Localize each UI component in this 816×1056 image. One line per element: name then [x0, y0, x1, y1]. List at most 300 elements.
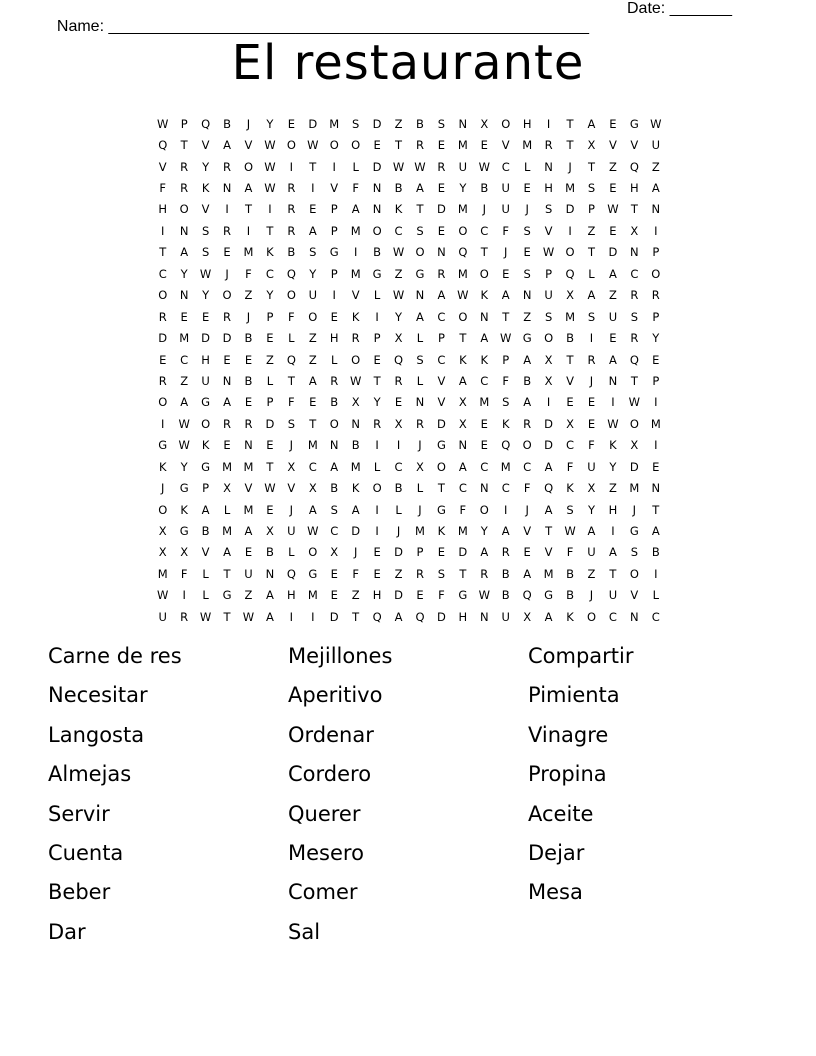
- grid-letter: K: [480, 288, 489, 303]
- grid-letter: G: [179, 481, 189, 496]
- grid-letter: F: [352, 566, 359, 581]
- grid-letter: G: [629, 116, 639, 131]
- grid-letter: O: [651, 266, 661, 281]
- grid-letter: N: [222, 181, 232, 196]
- grid-row: [152, 520, 668, 541]
- grid-letter: W: [542, 245, 555, 260]
- grid-letter: W: [264, 481, 276, 496]
- grid-letter: A: [308, 373, 317, 388]
- grid-letter: J: [246, 309, 251, 324]
- grid-letter: A: [651, 181, 660, 196]
- grid-letter: X: [308, 481, 317, 496]
- grid-letter: A: [223, 138, 231, 153]
- grid-letter: O: [351, 138, 361, 153]
- grid-letter: E: [244, 352, 253, 367]
- grid-letter: I: [375, 502, 379, 517]
- grid-letter: A: [587, 524, 596, 539]
- grid-letter: D: [629, 459, 639, 474]
- grid-letter: E: [373, 352, 381, 367]
- grid-letter: N: [630, 245, 639, 260]
- word-list-item: Pimienta: [528, 683, 620, 708]
- grid-letter: T: [652, 502, 660, 517]
- grid-letter: D: [351, 524, 361, 539]
- grid-letter: A: [351, 202, 360, 217]
- grid-letter: J: [289, 502, 294, 517]
- word-list-item: Beber: [48, 880, 111, 905]
- grid-letter: R: [415, 566, 424, 581]
- grid-letter: R: [330, 373, 339, 388]
- name-line: Name: ______________________________________________________: [56, 18, 589, 35]
- grid-letter: S: [309, 245, 317, 260]
- grid-letter: I: [289, 609, 294, 624]
- grid-letter: F: [288, 395, 295, 410]
- header: [48, 0, 748, 35]
- grid-letter: A: [265, 588, 274, 603]
- grid-letter: S: [566, 502, 574, 517]
- grid-letter: F: [245, 266, 252, 281]
- grid-letter: H: [458, 609, 468, 624]
- grid-letter: O: [372, 223, 382, 238]
- grid-letter: O: [415, 245, 425, 260]
- grid-letter: Y: [395, 309, 403, 324]
- grid-letter: R: [373, 416, 382, 431]
- grid-letter: M: [157, 566, 168, 581]
- grid-letter: R: [223, 416, 232, 431]
- grid-letter: W: [178, 416, 190, 431]
- grid-letter: W: [264, 138, 276, 153]
- grid-letter: T: [566, 116, 574, 131]
- grid-letter: T: [566, 352, 574, 367]
- grid-letter: C: [630, 266, 639, 281]
- grid-letter: E: [416, 588, 424, 603]
- grid-row: [152, 220, 668, 241]
- grid-letter: C: [501, 159, 510, 174]
- grid-letter: M: [457, 524, 468, 539]
- grid-letter: I: [546, 395, 551, 410]
- grid-row: [152, 413, 668, 434]
- word-list-item: Necesitar: [48, 683, 148, 708]
- grid-letter: J: [353, 545, 358, 560]
- grid-letter: R: [480, 566, 489, 581]
- grid-letter: M: [500, 459, 511, 474]
- grid-letter: A: [416, 309, 424, 324]
- grid-letter: K: [201, 438, 210, 453]
- word-list-item: Almejas: [48, 762, 132, 787]
- grid-row: [152, 177, 668, 198]
- grid-letter: Y: [480, 524, 488, 539]
- grid-letter: E: [180, 309, 188, 324]
- grid-letter: I: [504, 502, 508, 517]
- grid-letter: M: [629, 481, 640, 496]
- grid-letter: A: [180, 245, 189, 260]
- grid-letter: A: [180, 395, 189, 410]
- grid-letter: I: [589, 331, 594, 346]
- grid-letter: C: [394, 459, 403, 474]
- grid-letter: I: [161, 416, 165, 431]
- grid-letter: C: [394, 223, 403, 238]
- grid-letter: S: [544, 309, 553, 324]
- grid-letter: I: [375, 309, 379, 324]
- grid-letter: B: [523, 373, 532, 388]
- grid-letter: P: [652, 309, 660, 324]
- grid-letter: A: [244, 524, 253, 539]
- grid-letter: L: [288, 331, 295, 346]
- grid-letter: D: [458, 545, 468, 560]
- grid-letter: X: [544, 373, 553, 388]
- grid-letter: B: [244, 373, 253, 388]
- grid-letter: S: [352, 116, 360, 131]
- grid-letter: O: [372, 481, 382, 496]
- grid-letter: U: [608, 309, 618, 324]
- grid-letter: C: [458, 481, 467, 496]
- grid-letter: Z: [587, 223, 596, 238]
- grid-letter: M: [522, 138, 533, 153]
- grid-row: [152, 263, 668, 284]
- grid-letter: N: [651, 202, 661, 217]
- grid-letter: X: [394, 331, 403, 346]
- grid-letter: W: [307, 138, 319, 153]
- grid-letter: W: [157, 588, 169, 603]
- grid-letter: C: [608, 609, 617, 624]
- grid-letter: X: [223, 481, 231, 496]
- grid-letter: P: [652, 373, 660, 388]
- grid-letter: N: [479, 309, 489, 324]
- grid-letter: Q: [415, 609, 425, 624]
- grid-letter: U: [458, 159, 468, 174]
- grid-letter: E: [523, 245, 531, 260]
- grid-letter: T: [223, 566, 231, 581]
- grid-letter: X: [587, 481, 596, 496]
- grid-letter: L: [352, 159, 359, 174]
- grid-letter: V: [544, 223, 553, 238]
- grid-letter: X: [265, 524, 274, 539]
- grid-letter: T: [630, 373, 638, 388]
- word-list-item: Aperitivo: [288, 683, 383, 708]
- grid-letter: M: [457, 138, 468, 153]
- grid-letter: T: [437, 481, 445, 496]
- grid-letter: W: [392, 245, 405, 260]
- grid-letter: V: [201, 202, 210, 217]
- grid-letter: B: [330, 395, 339, 410]
- grid-letter: D: [608, 245, 618, 260]
- grid-letter: R: [415, 416, 424, 431]
- grid-letter: G: [329, 245, 339, 260]
- grid-letter: S: [523, 266, 531, 281]
- grid-letter: U: [158, 609, 167, 624]
- grid-letter: Y: [180, 459, 188, 474]
- grid-letter: I: [182, 588, 186, 603]
- grid-letter: R: [437, 159, 446, 174]
- grid-letter: N: [651, 481, 661, 496]
- grid-letter: E: [566, 395, 574, 410]
- grid-letter: R: [158, 373, 167, 388]
- grid-letter: I: [654, 223, 658, 238]
- grid-letter: L: [202, 588, 209, 603]
- grid-letter: W: [457, 288, 469, 303]
- grid-letter: E: [523, 545, 531, 560]
- grid-letter: D: [394, 545, 403, 560]
- grid-letter: A: [223, 545, 231, 560]
- grid-letter: P: [652, 245, 660, 260]
- grid-letter: E: [287, 116, 295, 131]
- word-list-item: Sal: [288, 919, 321, 944]
- grid-letter: V: [351, 288, 360, 303]
- grid-letter: S: [630, 309, 638, 324]
- grid-letter: O: [479, 502, 489, 517]
- grid-letter: Y: [459, 181, 467, 196]
- grid-letter: T: [309, 159, 317, 174]
- grid-letter: P: [330, 266, 338, 281]
- grid-letter: C: [180, 352, 189, 367]
- grid-letter: I: [375, 438, 379, 453]
- grid-letter: B: [223, 116, 231, 131]
- grid-letter: B: [373, 245, 382, 260]
- word-list-item: Cordero: [288, 762, 372, 787]
- grid-letter: Q: [158, 138, 168, 153]
- grid-letter: Y: [266, 288, 274, 303]
- grid-letter: J: [246, 116, 251, 131]
- grid-letter: Z: [523, 309, 532, 324]
- word-list-item: Servir: [48, 801, 110, 826]
- grid-letter: T: [566, 138, 574, 153]
- grid-letter: H: [544, 181, 553, 196]
- grid-letter: J: [589, 373, 594, 388]
- grid-letter: S: [201, 245, 210, 260]
- grid-letter: V: [608, 138, 617, 153]
- grid-letter: K: [437, 524, 446, 539]
- grid-letter: Z: [608, 159, 617, 174]
- grid-letter: R: [223, 159, 232, 174]
- grid-letter: T: [309, 416, 317, 431]
- grid-row: [152, 563, 668, 584]
- grid-letter: L: [202, 566, 209, 581]
- grid-letter: C: [501, 481, 510, 496]
- grid-letter: Y: [587, 502, 595, 517]
- grid-letter: F: [523, 481, 531, 496]
- grid-letter: L: [331, 352, 338, 367]
- grid-letter: G: [436, 438, 446, 453]
- grid-row: [152, 456, 668, 477]
- grid-letter: D: [565, 202, 575, 217]
- grid-letter: E: [609, 116, 617, 131]
- grid-letter: K: [566, 609, 574, 624]
- grid-letter: D: [158, 331, 168, 346]
- grid-letter: T: [287, 373, 295, 388]
- grid-letter: V: [158, 159, 167, 174]
- grid-letter: L: [652, 588, 659, 603]
- grid-letter: B: [566, 331, 574, 346]
- grid-letter: X: [416, 459, 424, 474]
- grid-letter: I: [375, 524, 379, 539]
- grid-letter: R: [158, 309, 167, 324]
- grid-letter: K: [609, 438, 617, 453]
- grid-letter: E: [437, 181, 446, 196]
- grid-letter: P: [373, 331, 381, 346]
- grid-letter: W: [178, 438, 190, 453]
- grid-letter: R: [394, 373, 403, 388]
- grid-letter: A: [416, 181, 424, 196]
- grid-letter: C: [566, 438, 575, 453]
- grid-letter: L: [588, 266, 595, 281]
- grid-letter: V: [523, 524, 532, 539]
- grid-letter: R: [437, 266, 446, 281]
- grid-letter: N: [179, 223, 189, 238]
- grid-letter: S: [330, 502, 338, 517]
- grid-letter: D: [372, 116, 382, 131]
- grid-letter: G: [629, 524, 639, 539]
- grid-letter: O: [179, 202, 189, 217]
- grid-letter: H: [630, 181, 639, 196]
- grid-letter: T: [630, 202, 638, 217]
- grid-letter: G: [415, 266, 425, 281]
- grid-row: [152, 349, 668, 370]
- grid-letter: X: [158, 524, 167, 539]
- grid-letter: Z: [608, 481, 617, 496]
- grid-letter: E: [437, 138, 446, 153]
- grid-letter: A: [651, 524, 660, 539]
- grid-letter: T: [459, 331, 467, 346]
- grid-letter: B: [265, 545, 274, 560]
- grid-letter: N: [458, 438, 468, 453]
- grid-letter: Z: [265, 352, 274, 367]
- grid-letter: G: [201, 395, 211, 410]
- grid-letter: D: [394, 588, 403, 603]
- grid-letter: X: [587, 138, 596, 153]
- grid-letter: A: [223, 395, 231, 410]
- grid-letter: A: [523, 395, 532, 410]
- grid-letter: I: [332, 159, 336, 174]
- grid-letter: X: [480, 116, 489, 131]
- grid-letter: Y: [202, 288, 210, 303]
- grid-letter: Q: [394, 352, 404, 367]
- grid-letter: X: [394, 416, 403, 431]
- grid-letter: W: [414, 159, 426, 174]
- word-list-item: Cuenta: [48, 840, 124, 865]
- date-line: Date: _______: [627, 0, 732, 17]
- grid-letter: W: [349, 373, 362, 388]
- grid-letter: I: [654, 438, 658, 453]
- grid-letter: M: [565, 309, 575, 324]
- grid-letter: D: [544, 438, 554, 453]
- grid-letter: A: [265, 609, 274, 624]
- word-list-item: Propina: [528, 762, 607, 787]
- grid-letter: B: [416, 116, 424, 131]
- grid-letter: K: [266, 245, 274, 260]
- grid-letter: T: [159, 245, 167, 260]
- grid-letter: A: [394, 609, 403, 624]
- grid-letter: M: [243, 459, 254, 474]
- grid-letter: T: [352, 609, 360, 624]
- grid-letter: D: [222, 331, 232, 346]
- grid-letter: E: [480, 138, 488, 153]
- grid-letter: Z: [608, 288, 617, 303]
- grid-letter: T: [266, 223, 274, 238]
- grid-letter: C: [330, 524, 339, 539]
- grid-letter: T: [244, 202, 252, 217]
- grid-letter: W: [564, 524, 576, 539]
- grid-letter: Y: [652, 331, 660, 346]
- grid-letter: E: [609, 223, 617, 238]
- grid-letter: R: [180, 181, 189, 196]
- grid-letter: C: [437, 309, 446, 324]
- grid-letter: I: [654, 566, 658, 581]
- grid-letter: Z: [394, 266, 403, 281]
- grid-letter: K: [501, 416, 510, 431]
- grid-letter: Q: [286, 566, 296, 581]
- grid-letter: N: [458, 116, 468, 131]
- grid-letter: E: [652, 459, 660, 474]
- grid-letter: Z: [244, 288, 253, 303]
- grid-letter: K: [394, 202, 403, 217]
- grid-letter: Q: [522, 588, 532, 603]
- grid-row: [152, 285, 668, 306]
- grid-letter: C: [480, 223, 489, 238]
- grid-letter: U: [287, 524, 296, 539]
- grid-letter: A: [608, 266, 617, 281]
- grid-letter: O: [158, 288, 168, 303]
- grid-letter: Y: [609, 459, 617, 474]
- grid-letter: M: [415, 524, 425, 539]
- grid-letter: Z: [394, 566, 403, 581]
- grid-letter: T: [609, 566, 617, 581]
- grid-letter: M: [350, 459, 361, 474]
- grid-letter: V: [544, 545, 553, 560]
- grid-letter: T: [223, 609, 231, 624]
- grid-letter: V: [330, 181, 339, 196]
- grid-letter: O: [308, 545, 318, 560]
- grid-letter: F: [180, 566, 188, 581]
- grid-row: [152, 542, 668, 563]
- grid-letter: L: [416, 373, 424, 388]
- grid-letter: U: [501, 181, 510, 196]
- grid-letter: N: [479, 609, 489, 624]
- grid-letter: O: [351, 352, 361, 367]
- grid-letter: B: [201, 524, 210, 539]
- grid-letter: A: [608, 545, 617, 560]
- grid-letter: X: [458, 416, 467, 431]
- grid-letter: I: [568, 223, 572, 238]
- grid-letter: R: [287, 223, 296, 238]
- grid-row: [152, 327, 668, 348]
- grid-letter: G: [522, 331, 532, 346]
- grid-letter: T: [395, 138, 403, 153]
- grid-letter: O: [222, 288, 232, 303]
- grid-letter: S: [587, 309, 596, 324]
- grid-letter: O: [158, 502, 168, 517]
- grid-letter: H: [201, 352, 210, 367]
- grid-letter: K: [351, 481, 360, 496]
- grid-letter: W: [307, 524, 319, 539]
- grid-letter: L: [266, 373, 274, 388]
- grid-letter: F: [566, 545, 574, 560]
- grid-letter: R: [651, 288, 660, 303]
- grid-letter: X: [287, 459, 296, 474]
- grid-letter: C: [265, 266, 274, 281]
- grid-letter: E: [309, 395, 317, 410]
- grid-letter: O: [243, 159, 253, 174]
- grid-letter: R: [223, 309, 232, 324]
- grid-row: [152, 156, 668, 177]
- grid-letter: W: [500, 331, 512, 346]
- grid-letter: E: [502, 266, 510, 281]
- grid-letter: E: [609, 331, 617, 346]
- grid-letter: B: [501, 588, 510, 603]
- grid-row: [152, 435, 668, 456]
- grid-letter: N: [437, 245, 446, 260]
- grid-letter: Z: [651, 159, 660, 174]
- grid-letter: F: [588, 438, 595, 453]
- grid-letter: E: [266, 438, 274, 453]
